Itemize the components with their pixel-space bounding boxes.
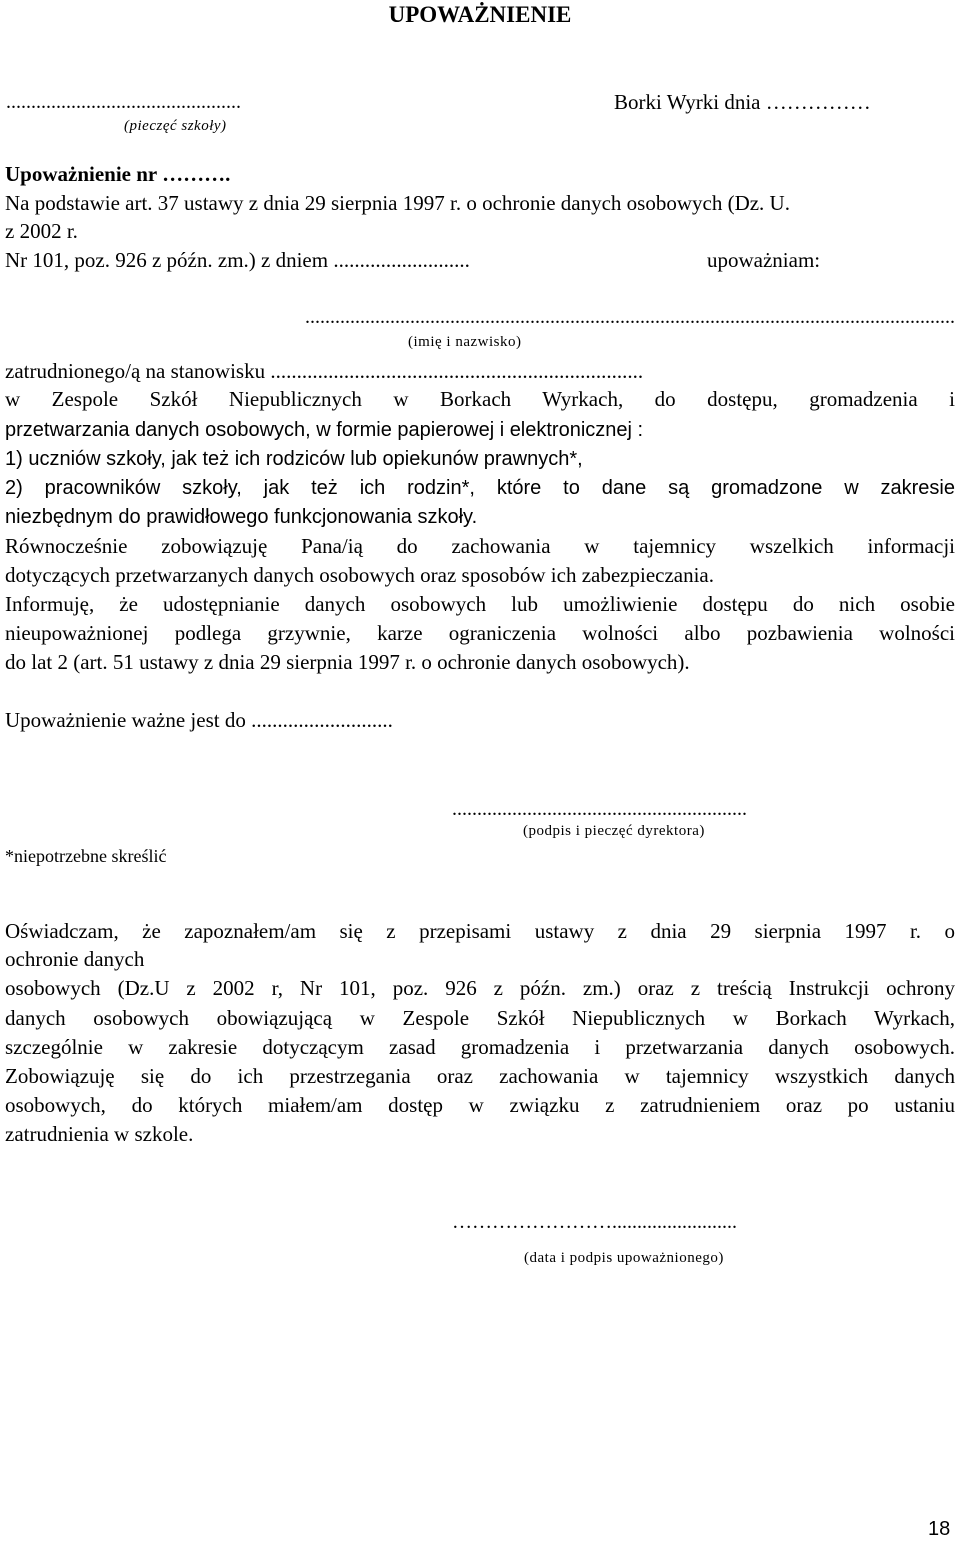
- document-title: UPOWAŻNIENIE: [388, 2, 572, 27]
- employee-position-line: zatrudnionego/ą na stanowisku .......................................................................: [5, 359, 644, 383]
- legal-basis-line-2: z 2002 r.: [5, 219, 78, 243]
- declaration-line-2: ochronie danych: [5, 947, 145, 971]
- list-item-2-line-2: niezbędnym do prawidłowego funkcjonowania szkoły.: [5, 506, 478, 528]
- declaration-line-8: zatrudnienia w szkole.: [5, 1122, 194, 1146]
- para3-line-2: nieupoważnionej podlega grzywnie, karze ograniczenia wolności albo pozbawienia wolności: [5, 621, 955, 645]
- school-stamp-dots: ...............................................: [6, 91, 241, 113]
- authorized-signature-dots: …………………….........................: [452, 1211, 737, 1233]
- para1-line-1: w Zespole Szkół Niepublicznych w Borkach Wyrkach, do dostępu, gromadzenia i: [5, 387, 955, 411]
- page-number: 18: [928, 1518, 951, 1540]
- declaration-line-1: Oświadczam, że zapoznałem/am się z przepisami ustawy z dnia 29 sierpnia 1997 r. o: [5, 919, 955, 943]
- authorized-signature-caption: (data i podpis upoważnionego): [524, 1250, 724, 1266]
- para2-line-2: dotyczących przetwarzanych danych osobowych oraz sposobów ich zabezpieczania.: [5, 563, 715, 587]
- para1-line-2: przetwarzania danych osobowych, w formie papierowej i elektronicznej :: [5, 419, 644, 441]
- declaration-line-6: Zobowiązuję się do ich przestrzegania oraz zachowania w tajemnicy wszystkich danych: [5, 1064, 955, 1088]
- list-item-1: 1) uczniów szkoły, jak też ich rodziców lub opiekunów prawnych*,: [5, 448, 583, 470]
- authorization-number: Upoważnienie nr ……….: [5, 162, 231, 186]
- declaration-line-3: osobowych (Dz.U z 2002 r, Nr 101, poz. 926 z późn. zm.) oraz z treścią Instrukcji ochrony: [5, 976, 955, 1000]
- para3-line-1: Informuję, że udostępnianie danych osobowych lub umożliwienie dostępu do nich osobie: [5, 592, 955, 616]
- list-item-2-line-1: 2) pracowników szkoły, jak też ich rodzin*, które to dane są gromadzone w zakresie: [5, 477, 955, 499]
- legal-basis-line-1: Na podstawie art. 37 ustawy z dnia 29 sierpnia 1997 r. o ochronie danych osobowych (Dz. U.: [5, 191, 790, 215]
- declaration-line-5: szczególnie w zakresie dotyczącym zasad gromadzenia i przetwarzania danych osobowych.: [5, 1035, 955, 1059]
- legal-basis-line-3: Nr 101, poz. 926 z późn. zm.) z dniem ..........................: [5, 248, 470, 272]
- authorize-word: upoważniam:: [707, 248, 821, 272]
- valid-until: Upoważnienie ważne jest do ...........................: [5, 708, 393, 732]
- employee-name-dots: ..................................................................................................................................: [305, 306, 955, 328]
- school-stamp-caption: (pieczęć szkoły): [124, 118, 227, 134]
- director-signature-dots: ...........................................................: [452, 798, 747, 820]
- declaration-line-4: danych osobowych obowiązującą w Zespole Szkół Niepublicznych w Borkach Wyrkach,: [5, 1006, 955, 1030]
- declaration-line-7: osobowych, do których miałem/am dostęp w związku z zatrudnieniem oraz po ustaniu: [5, 1093, 955, 1117]
- para2-line-1: Równocześnie zobowiązuję Pana/ią do zachowania w tajemnicy wszelkich informacji: [5, 534, 955, 558]
- para3-line-3: do lat 2 (art. 51 ustawy z dnia 29 sierpnia 1997 r. o ochronie danych osobowych).: [5, 650, 690, 674]
- director-signature-caption: (podpis i pieczęć dyrektora): [523, 823, 705, 839]
- employee-name-caption: (imię i nazwisko): [408, 334, 522, 350]
- footnote: *niepotrzebne skreślić: [5, 846, 167, 866]
- place-date: Borki Wyrki dnia ……………: [614, 90, 871, 114]
